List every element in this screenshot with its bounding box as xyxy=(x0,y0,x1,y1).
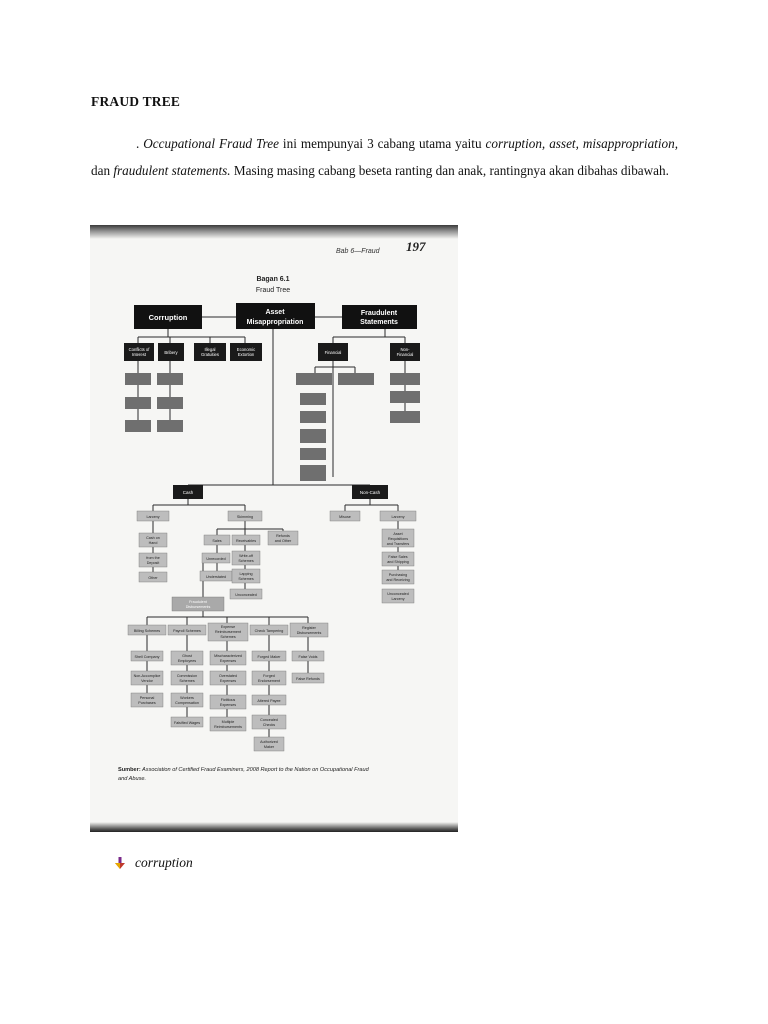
label-fictitious-1: Fictitious xyxy=(220,698,236,702)
section-heading: FRAUD TREE xyxy=(91,94,181,109)
label-bribery: Bribery xyxy=(164,350,178,355)
label-coi-1: Conflicts of xyxy=(128,347,150,352)
node-bid-rigging xyxy=(157,397,183,409)
label-asset-req-1: Asset xyxy=(393,532,403,536)
node-timing-differences xyxy=(300,393,326,405)
label-economic-1: Economic xyxy=(236,347,256,352)
node-improper-disclosures xyxy=(300,448,326,460)
label-overstated-2: Expenses xyxy=(219,679,237,683)
label-write-off-1: Write-off xyxy=(239,554,253,558)
label-fraud-disb-2: Disbursements xyxy=(185,605,211,609)
node-fraudulent-label-2: Statements xyxy=(360,319,398,326)
term-fraudulent-statements: fraudulent statements. xyxy=(113,163,231,178)
label-economic-2: Extortion xyxy=(237,352,255,357)
label-workers-2: Compensation xyxy=(175,701,199,705)
fraud-tree-photo xyxy=(90,225,458,832)
label-purchasing-2: and Receiving xyxy=(386,578,410,582)
label-fraud-disb-1: Fraudulent xyxy=(189,600,207,604)
label-larceny-other: Other xyxy=(148,576,158,580)
label-nonacc-1: Non-Accomplice xyxy=(133,674,161,678)
label-unrecorded: Unrecorded xyxy=(206,557,226,561)
label-concealed-2: Checks xyxy=(262,723,276,727)
source-citation-line-2: and Abuse. xyxy=(118,776,147,782)
label-mischar-1: Mischaracterized xyxy=(214,654,242,658)
label-ghost-2: Employees xyxy=(177,659,197,663)
node-bribery-other xyxy=(157,420,183,432)
source-text-1: Association of Certified Fraud Examiners, 2008 Report to the Nation on Occupational Fraud xyxy=(140,767,369,773)
label-commission-1: Commission xyxy=(176,674,198,678)
source-citation-line-1 xyxy=(118,767,370,773)
label-cash-on-hand-2: Hand xyxy=(148,541,158,545)
label-multiple-2: Reimbursements xyxy=(214,725,242,729)
node-asset-label-2: Misappropriation xyxy=(246,319,304,326)
label-false-sales-2: and Shipping xyxy=(387,560,409,564)
fraud-tree-diagram xyxy=(90,225,458,832)
node-improper-valuations xyxy=(300,465,326,481)
label-nc-larceny: Larceny xyxy=(391,515,405,519)
label-altered-payee: Altered Payee xyxy=(257,699,281,703)
label-non-fin-1: Non- xyxy=(400,347,410,352)
label-forged-end-1: Forged xyxy=(263,674,275,678)
label-asset-req-2: Requisitions xyxy=(387,537,409,541)
bullet-label-corruption: corruption xyxy=(135,855,193,870)
label-nonacc-2: Vendor xyxy=(141,679,153,683)
label-receivables: Receivables xyxy=(235,539,257,543)
label-sales: Sales xyxy=(212,539,222,543)
page-number: 197 xyxy=(406,239,426,254)
node-fictitious-revenues xyxy=(300,411,326,423)
label-cash-on-hand-1: Cash on xyxy=(146,536,160,540)
label-commission-2: Schemes xyxy=(179,679,195,683)
label-falsified-wages: Falsified Wages xyxy=(173,721,201,725)
node-concealed-liabilities xyxy=(300,429,326,443)
label-personal-2: Purchases xyxy=(138,701,156,705)
intro-paragraph xyxy=(91,130,678,184)
node-invoice-kickbacks xyxy=(157,373,183,385)
label-ghost-1: Ghost xyxy=(182,654,192,658)
label-non-fin-2: Financial xyxy=(396,352,414,357)
label-overstated-1: Overstated xyxy=(218,674,238,678)
page-header: Bab 6—Fraud xyxy=(336,248,380,255)
label-unconcealed-1: Unconcealed xyxy=(387,592,409,596)
label-concealed-1: Concealed xyxy=(260,718,278,722)
label-unconcealed: Unconcealed xyxy=(235,593,257,597)
paragraph-text-1: ini mempunyai 3 cabang utama yaitu xyxy=(278,136,486,151)
paragraph-text-3: Masing masing cabang beseta ranting dan anak, rantingnya akan dibahas dibawah. xyxy=(230,163,669,178)
paragraph-lead: . xyxy=(136,136,144,151)
label-financial: Financial xyxy=(324,350,342,355)
label-check-tampering: Check Tampering xyxy=(254,629,284,633)
label-register-2: Disbursements xyxy=(296,631,322,635)
label-skimming: Skimming xyxy=(236,515,254,519)
label-register-1: Register xyxy=(302,626,316,630)
label-larceny: Larceny xyxy=(146,515,160,519)
label-refunds-2: and Other xyxy=(274,539,292,543)
label-refunds-1: Refunds xyxy=(276,534,290,538)
node-corruption-label: Corruption xyxy=(148,313,188,322)
arrow-down-icon xyxy=(114,856,126,873)
label-illegal-1: Illegal xyxy=(204,347,216,352)
label-unconcealed-2: Larceny xyxy=(391,597,405,601)
label-authorized-2: Maker xyxy=(263,745,275,749)
node-fraudulent-label-1: Fraudulent xyxy=(360,310,398,317)
label-lapping-2: Schemes xyxy=(238,577,254,581)
node-coi-other xyxy=(125,420,151,432)
label-expense-1: Expense xyxy=(220,625,236,629)
node-net-worth-over xyxy=(296,373,332,385)
label-shell: Shell Company xyxy=(134,655,160,659)
node-employment-credentials xyxy=(390,373,420,385)
label-false-refunds: False Refunds xyxy=(296,677,320,681)
label-forged-maker: Forged Maker xyxy=(257,655,281,659)
label-workers-1: Workers xyxy=(180,696,194,700)
chart-subtitle: Fraud Tree xyxy=(255,287,291,294)
label-false-voids: False Voids xyxy=(298,655,318,659)
label-expense-2: Reimbursement xyxy=(214,630,242,634)
label-authorized-1: Authorized xyxy=(260,740,278,744)
label-expense-3: Schemes xyxy=(220,635,236,639)
label-forged-end-2: Endorsement xyxy=(258,679,280,683)
label-illegal-2: Gratuities xyxy=(201,352,219,357)
label-false-sales-1: False Sales xyxy=(388,555,408,559)
chart-title: Bagan 6.1 xyxy=(256,276,290,283)
label-mischar-2: Expenses xyxy=(219,659,237,663)
label-write-off-2: Schemes xyxy=(238,559,254,563)
label-billing: Billing Schemes xyxy=(133,629,161,633)
label-fictitious-2: Expenses xyxy=(219,703,237,707)
node-sales-schemes xyxy=(125,397,151,409)
photo-shadow-bottom xyxy=(90,822,458,832)
label-asset-req-3: and Transfers xyxy=(386,542,410,546)
paragraph-text-2: dan xyxy=(91,163,114,178)
label-payroll: Payroll Schemes xyxy=(173,629,201,633)
label-from-deposit-1: from the xyxy=(146,556,160,560)
label-personal-1: Personal xyxy=(139,696,155,700)
label-lapping-1: Lapping xyxy=(239,572,253,576)
node-internal-documents xyxy=(390,391,420,403)
term-occupational-fraud-tree: Occupational Fraud Tree xyxy=(143,136,279,151)
label-understated: Understated xyxy=(205,575,227,579)
label-coi-2: Interest xyxy=(132,352,146,357)
node-external-documents xyxy=(390,411,420,423)
node-net-worth-under xyxy=(338,373,374,385)
label-cash: Cash xyxy=(182,490,194,495)
node-asset-label-1: Asset xyxy=(265,309,285,316)
label-misuse: Misuse xyxy=(339,515,351,519)
label-non-cash: Non-Cash xyxy=(359,490,381,495)
label-from-deposit-2: Deposit xyxy=(146,561,160,565)
node-purchasing-schemes xyxy=(125,373,151,385)
label-purchasing-1: Purchasing xyxy=(388,573,408,577)
label-multiple-1: Multiple xyxy=(221,720,235,724)
source-label: Sumber: xyxy=(118,767,141,773)
term-branches: corruption, asset, misappropriation, xyxy=(485,136,678,151)
